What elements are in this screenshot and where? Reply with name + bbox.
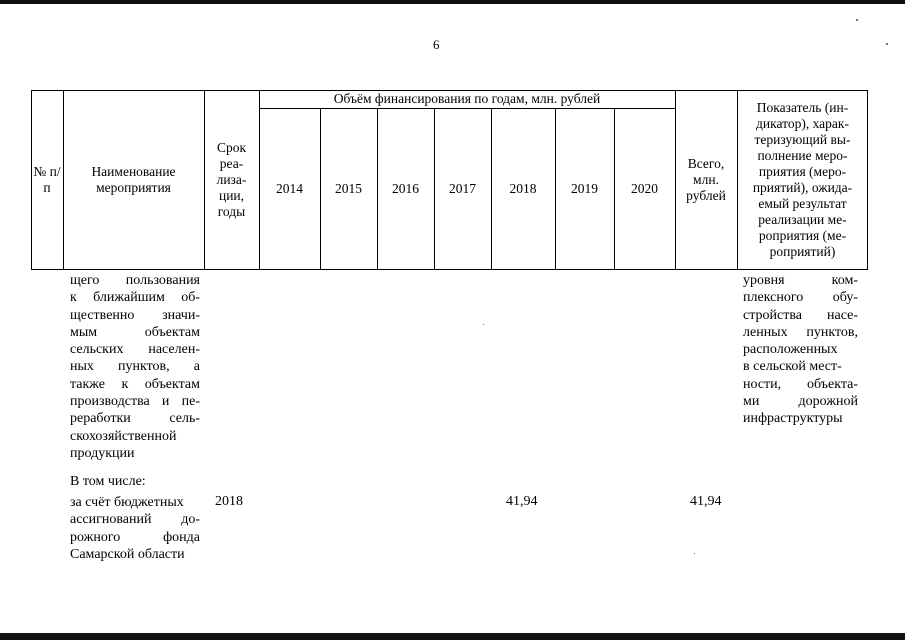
text-line: в сельской мест- — [743, 359, 842, 375]
text-line: ленных пунктов, — [743, 324, 858, 340]
scan-border-bottom — [0, 633, 905, 640]
text-line: щего пользования — [70, 273, 200, 288]
text-line: уровня ком- — [743, 273, 858, 288]
text-line: производства и пе- — [70, 394, 200, 410]
text-line: мым объектам — [70, 324, 200, 340]
header-year-2019: 2019 — [571, 181, 598, 196]
header-term: Срок реа-лиза-ции, годы — [216, 140, 247, 219]
header-num: № п/п — [33, 164, 61, 195]
text-line: сельских населен- — [70, 342, 200, 358]
scan-speck — [483, 324, 484, 325]
text-line: расположенных — [743, 342, 838, 358]
text-line: рожного фонда — [70, 529, 200, 545]
text-line: Самарской области — [70, 546, 185, 562]
text-line: скохозяйственной — [70, 428, 177, 444]
text-line: ми дорожной — [743, 394, 858, 410]
text-line: плексного обу- — [743, 290, 858, 306]
text-line: ности, объекта- — [743, 376, 858, 392]
header-year-2015: 2015 — [335, 181, 362, 196]
text-line: также к объектам — [70, 376, 200, 392]
text-line: за счёт бюджетных — [70, 495, 184, 510]
header-year-2016: 2016 — [392, 181, 419, 196]
header-year-2017: 2017 — [449, 181, 476, 196]
text-line: к ближайшим об- — [70, 290, 200, 306]
scan-speck — [694, 553, 695, 554]
text-line: щественно значи- — [70, 307, 200, 323]
header-year-2014: 2014 — [276, 181, 303, 196]
scan-speck — [886, 43, 888, 45]
header-year-2020: 2020 — [631, 181, 658, 196]
row-name-continuation — [70, 272, 200, 462]
subrow-term: 2018 — [215, 494, 243, 509]
page-number: 6 — [433, 37, 440, 52]
text-line: ных пунктов, а — [70, 359, 200, 375]
including-label: В том числе: — [70, 474, 146, 489]
text-line: инфраструктуры — [743, 411, 843, 427]
header-year-2018: 2018 — [509, 181, 537, 196]
header-total: Всего, млн. рублей — [686, 156, 726, 203]
subrow-name — [70, 494, 200, 563]
subrow-total: 41,94 — [690, 494, 722, 509]
text-line: продукции — [70, 445, 135, 461]
header-indicator: Показатель (ин-дикатор), харак-теризующий вы-полнение меро-приятия (меро-приятий), ожида-емый результат реализации ме-роприятия (ме-роприятий) — [752, 100, 853, 259]
scan-border-top — [0, 0, 905, 4]
text-line: реработки сель- — [70, 411, 200, 427]
text-line: ассигнований до- — [70, 512, 200, 528]
header-funding: Объём финансирования по годам, млн. рублей — [333, 91, 601, 106]
row-indicator-continuation — [743, 272, 858, 428]
text-line: стройства насе- — [743, 307, 858, 323]
header-name: Наименование мероприятия — [91, 164, 176, 195]
subrow-value-2018: 41,94 — [506, 494, 538, 509]
scan-speck — [856, 19, 858, 21]
